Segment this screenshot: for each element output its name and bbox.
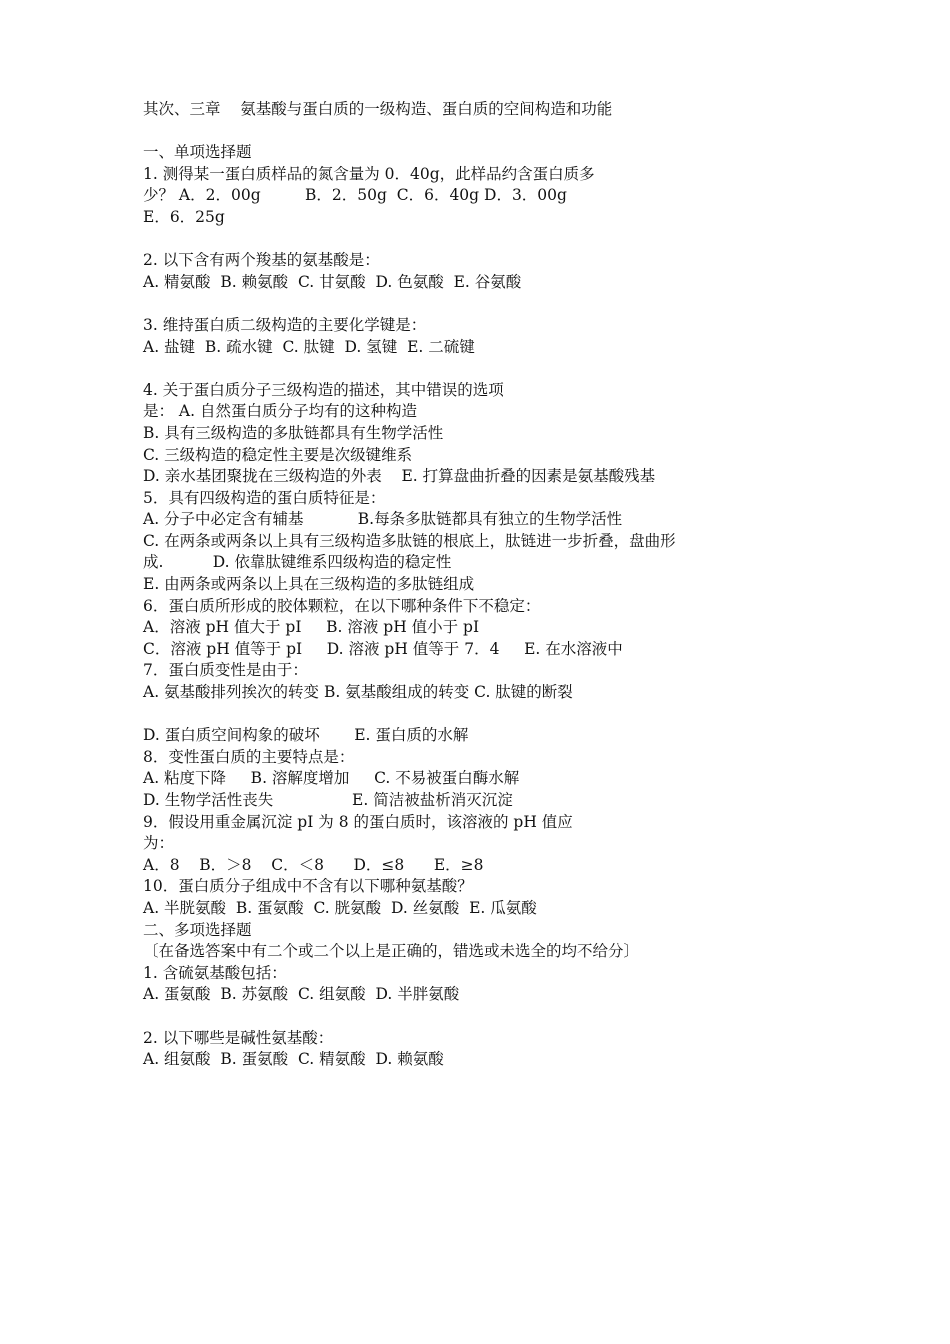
text-line: A. 分子中必定含有辅基 B.每条多肽链都具有独立的生物学活性 [143,510,623,529]
text-line: 少？ A．2．00g B．2．50g C．6．40g D．3．00g [143,186,567,205]
blank-line [143,1006,823,1028]
text-line: 一、单项选择题 [143,143,252,162]
blank-line [143,229,823,251]
text-line: C. 在两条或两条以上具有三级构造多肽链的根底上，肽链进一步折叠，盘曲形 [143,531,676,550]
text-line: A．8 B．＞8 C．＜8 D．≤8 E．≥8 [143,855,484,874]
text-line: 8．变性蛋白质的主要特点是： [143,747,355,766]
text-line: 1. 测得某一蛋白质样品的氮含量为 0．40g，此样品约含蛋白质多 [143,164,595,183]
text-line: A. 氨基酸排列挨次的转变 B. 氨基酸组成的转变 C. 肽键的断裂 [143,683,573,702]
text-line: D. 蛋白质空间构象的破坏 E. 蛋白质的水解 [143,726,469,745]
text-line: D. 生物学活性丧失 E. 简洁被盐析消灭沉淀 [143,791,513,809]
text-line: A. 半胱氨酸 B. 蛋氨酸 C. 胱氨酸 D. 丝氨酸 E. 瓜氨酸 [143,898,537,917]
text-line: A. 蛋氨酸 B. 苏氨酸 C. 组氨酸 D. 半胖氨酸 [143,985,460,1004]
text-line: 是： A. 自然蛋白质分子均有的这种构造 [143,402,417,421]
text-line: C. 三级构造的稳定性主要是次级键维系 [143,445,413,464]
text-line: 7．蛋白质变性是由于： [143,661,308,680]
text-line: 1. 含硫氨基酸包括： [143,963,287,982]
text-line: E．6．25g [143,207,225,226]
text-line: 成. D. 依靠肽键维系四级构造的稳定性 [143,553,452,572]
text-line: C．溶液 pH 值等于 pI D. 溶液 pH 值等于 7．4 E. 在水溶液中 [143,639,623,658]
text-line: 5．具有四级构造的蛋白质特征是： [143,488,386,507]
text-line: 4. 关于蛋白质分子三级构造的描述，其中错误的选项 [143,380,504,399]
document-page [143,99,823,1071]
chapter-title: 其次、三章 氨基酸与蛋白质的一级构造、蛋白质的空间构造和功能 [143,100,613,118]
text-line: 9．假设用重金属沉淀 pI 为 8 的蛋白质时，该溶液的 pH 值应 [143,812,573,831]
text-line: A．溶液 pH 值大于 pI B. 溶液 pH 值小于 pI [143,618,480,637]
text-line: A. 粘度下降 B. 溶解度增加 C. 不易被蛋白酶水解 [143,769,520,788]
text-line: 10．蛋白质分子组成中不含有以下哪种氨基酸？ [143,877,473,896]
text-line: 2. 以下含有两个羧基的氨基酸是： [143,251,380,270]
text-line: A. 组氨酸 B. 蛋氨酸 C. 精氨酸 D. 赖氨酸 [143,1050,444,1069]
text-line: A. 精氨酸 B. 赖氨酸 C. 甘氨酸 D. 色氨酸 E. 谷氨酸 [143,272,522,291]
blank-line [143,704,823,726]
text-line: E. 由两条或两条以上具在三级构造的多肽链组成 [143,575,475,594]
text-line: B. 具有三级构造的多肽链都具有生物学活性 [143,423,444,442]
blank-line [143,358,823,380]
blank-line [143,121,823,143]
text-line: 6．蛋白质所形成的胶体颗粒，在以下哪种条件下不稳定： [143,596,541,615]
text-line: 为： [143,834,175,853]
text-line: 二、多项选择题 [143,920,252,939]
text-line: A. 盐键 B. 疏水键 C. 肽键 D. 氢键 E. 二硫键 [143,337,475,356]
document-body [143,121,823,1071]
blank-line [143,293,823,315]
text-line: 2. 以下哪些是碱性氨基酸： [143,1028,334,1047]
text-line: 〔在备选答案中有二个或二个以上是正确的，错选或未选全的均不给分〕 [143,942,640,961]
text-line: D. 亲水基团聚拢在三级构造的外表 E. 打算盘曲折叠的因素是氨基酸残基 [143,467,656,486]
text-line: 3. 维持蛋白质二级构造的主要化学键是： [143,315,427,334]
